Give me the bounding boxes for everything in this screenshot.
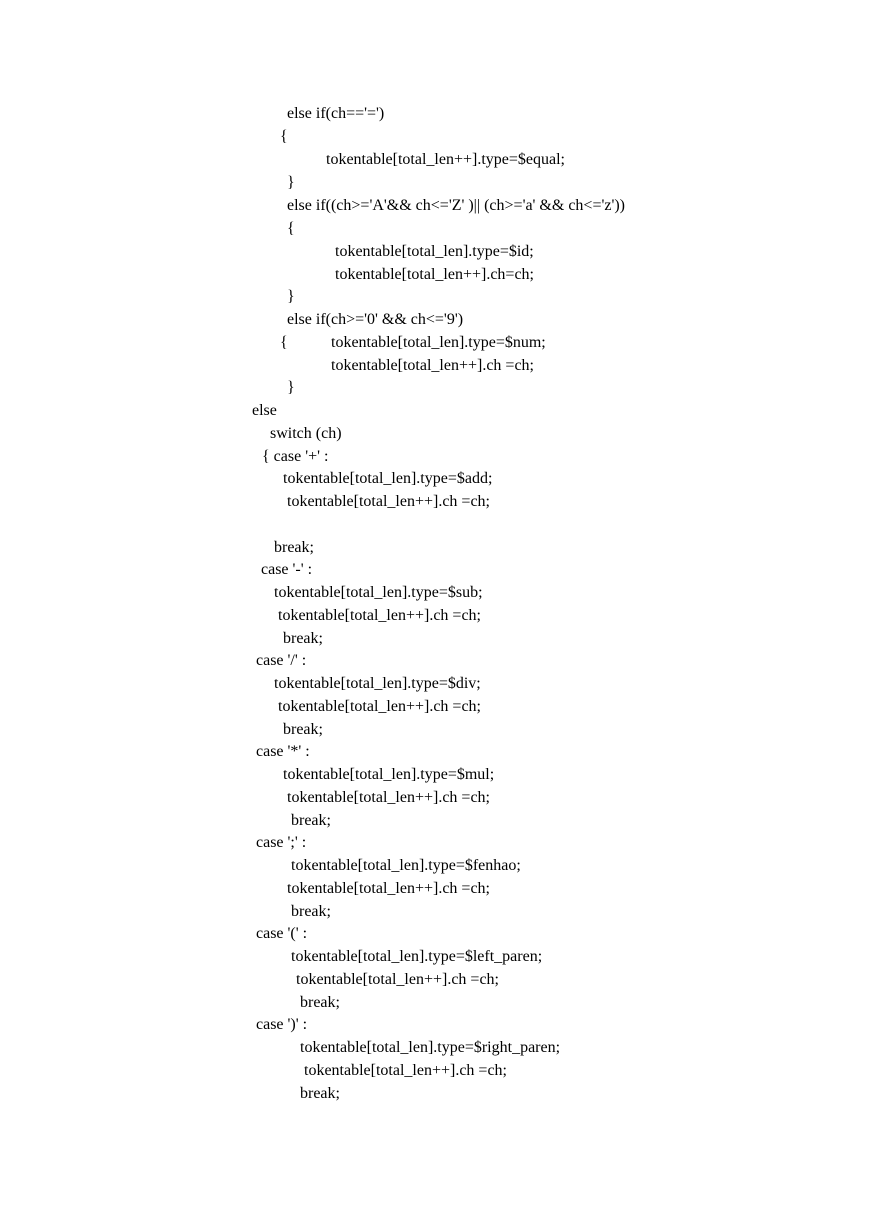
code-line: case '-' : (261, 561, 313, 578)
code-line: case '(' : (256, 925, 308, 942)
code-line: } (287, 288, 295, 305)
code-line: tokentable[total_len].type=$id; (335, 243, 534, 260)
code-line: } (287, 174, 295, 191)
code-line: tokentable[total_len++].ch =ch; (304, 1062, 507, 1079)
code-line: tokentable[total_len].type=$fenhao; (291, 857, 521, 874)
code-line: break; (274, 539, 314, 556)
code-line: { (287, 220, 295, 237)
code-line: { case '+' : (262, 448, 329, 465)
code-line: else (252, 402, 277, 419)
code-line: tokentable[total_len].type=$num; (331, 334, 546, 351)
code-line: tokentable[total_len].type=$div; (274, 675, 481, 692)
code-line: else if((ch>='A'&& ch<='Z' )|| (ch>='a' && ch<='z')) (287, 197, 625, 214)
code-line: tokentable[total_len].type=$mul; (283, 766, 495, 783)
code-line: tokentable[total_len++].type=$equal; (326, 151, 565, 168)
code-line: tokentable[total_len].type=$left_paren; (291, 948, 543, 965)
code-line: break; (291, 812, 331, 829)
code-line: tokentable[total_len++].ch=ch; (335, 266, 534, 283)
code-line: case '*' : (256, 743, 310, 760)
code-line: tokentable[total_len++].ch =ch; (278, 607, 481, 624)
code-line: tokentable[total_len].type=$sub; (274, 584, 483, 601)
code-line: else if(ch>='0' && ch<='9') (287, 311, 464, 328)
code-line: else if(ch=='=') (287, 105, 385, 122)
code-line: break; (300, 1085, 340, 1102)
code-line: case ')' : (256, 1016, 308, 1033)
code-line: break; (300, 994, 340, 1011)
code-line: } (287, 379, 295, 396)
code-line: break; (283, 721, 323, 738)
code-line: tokentable[total_len++].ch =ch; (296, 971, 499, 988)
code-line: { (280, 334, 288, 351)
code-line: tokentable[total_len++].ch =ch; (287, 493, 490, 510)
code-line: tokentable[total_len++].ch =ch; (287, 789, 490, 806)
code-line: switch (ch) (270, 425, 342, 442)
code-line: { (280, 128, 288, 145)
code-line: tokentable[total_len].type=$right_paren; (300, 1039, 561, 1056)
code-line: break; (283, 630, 323, 647)
code-line: break; (291, 903, 331, 920)
code-line: tokentable[total_len++].ch =ch; (287, 880, 490, 897)
code-line: tokentable[total_len++].ch =ch; (278, 698, 481, 715)
code-line: tokentable[total_len++].ch =ch; (331, 357, 534, 374)
code-line: case '/' : (256, 652, 307, 669)
code-line: tokentable[total_len].type=$add; (283, 470, 493, 487)
code-line: case ';' : (256, 834, 307, 851)
